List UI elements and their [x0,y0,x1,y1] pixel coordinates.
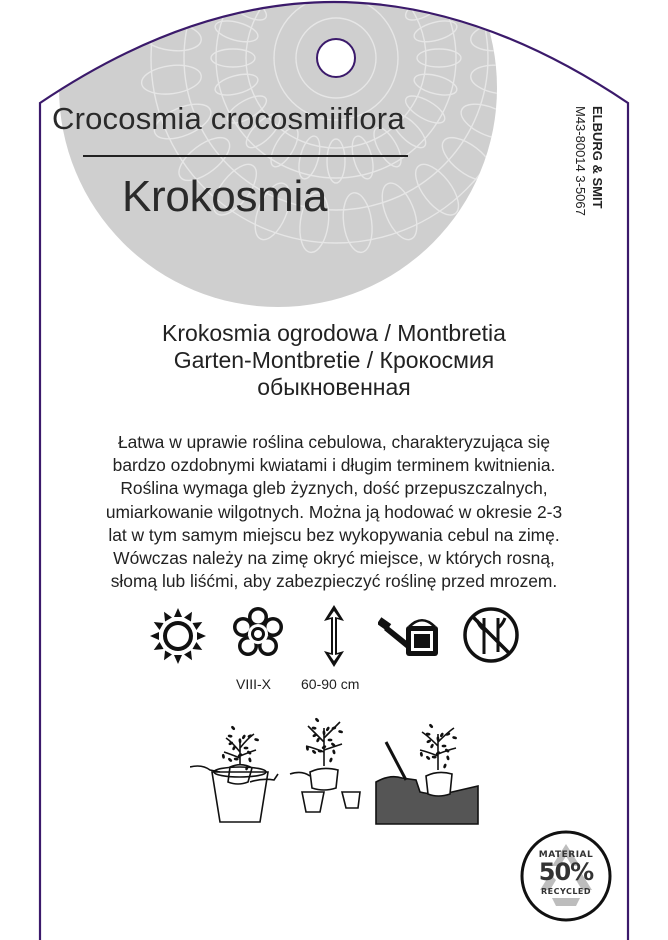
description-line: Roślina wymaga gleb żyznych, dość przepuszczalnych, [120,478,548,499]
planting-steps-illustration [190,712,480,827]
sun-icon [148,606,208,666]
title-divider [83,155,408,157]
other-name-line: обыкновенная [257,374,411,400]
no-cut-icon [462,606,520,664]
watering-can-icon [378,612,446,660]
description-line: umiarkowanie wilgotnych. Można ją hodować w okresie 2-3 [105,501,563,522]
description-line: Łatwa w uprawie roślina cebulowa, charakteryzująca się [117,432,551,452]
description-line: Wówczas należy na zimę okryć miejsce, w których rosną, [113,548,555,569]
brand-name: ELBURG & SMIT [590,106,605,209]
height-icon [322,605,346,667]
latin-name: Crocosmia crocosmiiflora [52,101,405,136]
badge-line2: 50% [538,858,594,886]
description [60,431,608,593]
badge-line3: RECYCLED [540,887,592,896]
description-line: słomą lub liśćmi, aby zabezpieczyć roślinę przed mrozem. [110,571,558,592]
brand-block [572,106,612,246]
badge-line1: MATERIAL [538,850,594,860]
flower-icon [228,604,288,666]
hanging-hole [317,39,355,77]
product-code: M43-80014 3-5067 [573,106,588,216]
description-line: bardzo ozdobnymi kwiatami i długim terminem kwitnienia. [112,455,556,476]
grey-header-disc [59,0,532,307]
other-name-line: Krokosmia ogrodowa / Montbretia [162,320,506,346]
flowering-period: VIII-X [236,676,272,692]
description-line: lat w tym samym miejscu bez wykopywania cebul na zimę. [108,524,560,545]
plant-height: 60-90 cm [301,676,360,692]
common-name: Krokosmia [122,172,328,221]
other-name-line: Garten-Montbretie / Крокосмия [173,347,495,373]
other-names [80,320,588,401]
recycled-badge [520,830,612,922]
